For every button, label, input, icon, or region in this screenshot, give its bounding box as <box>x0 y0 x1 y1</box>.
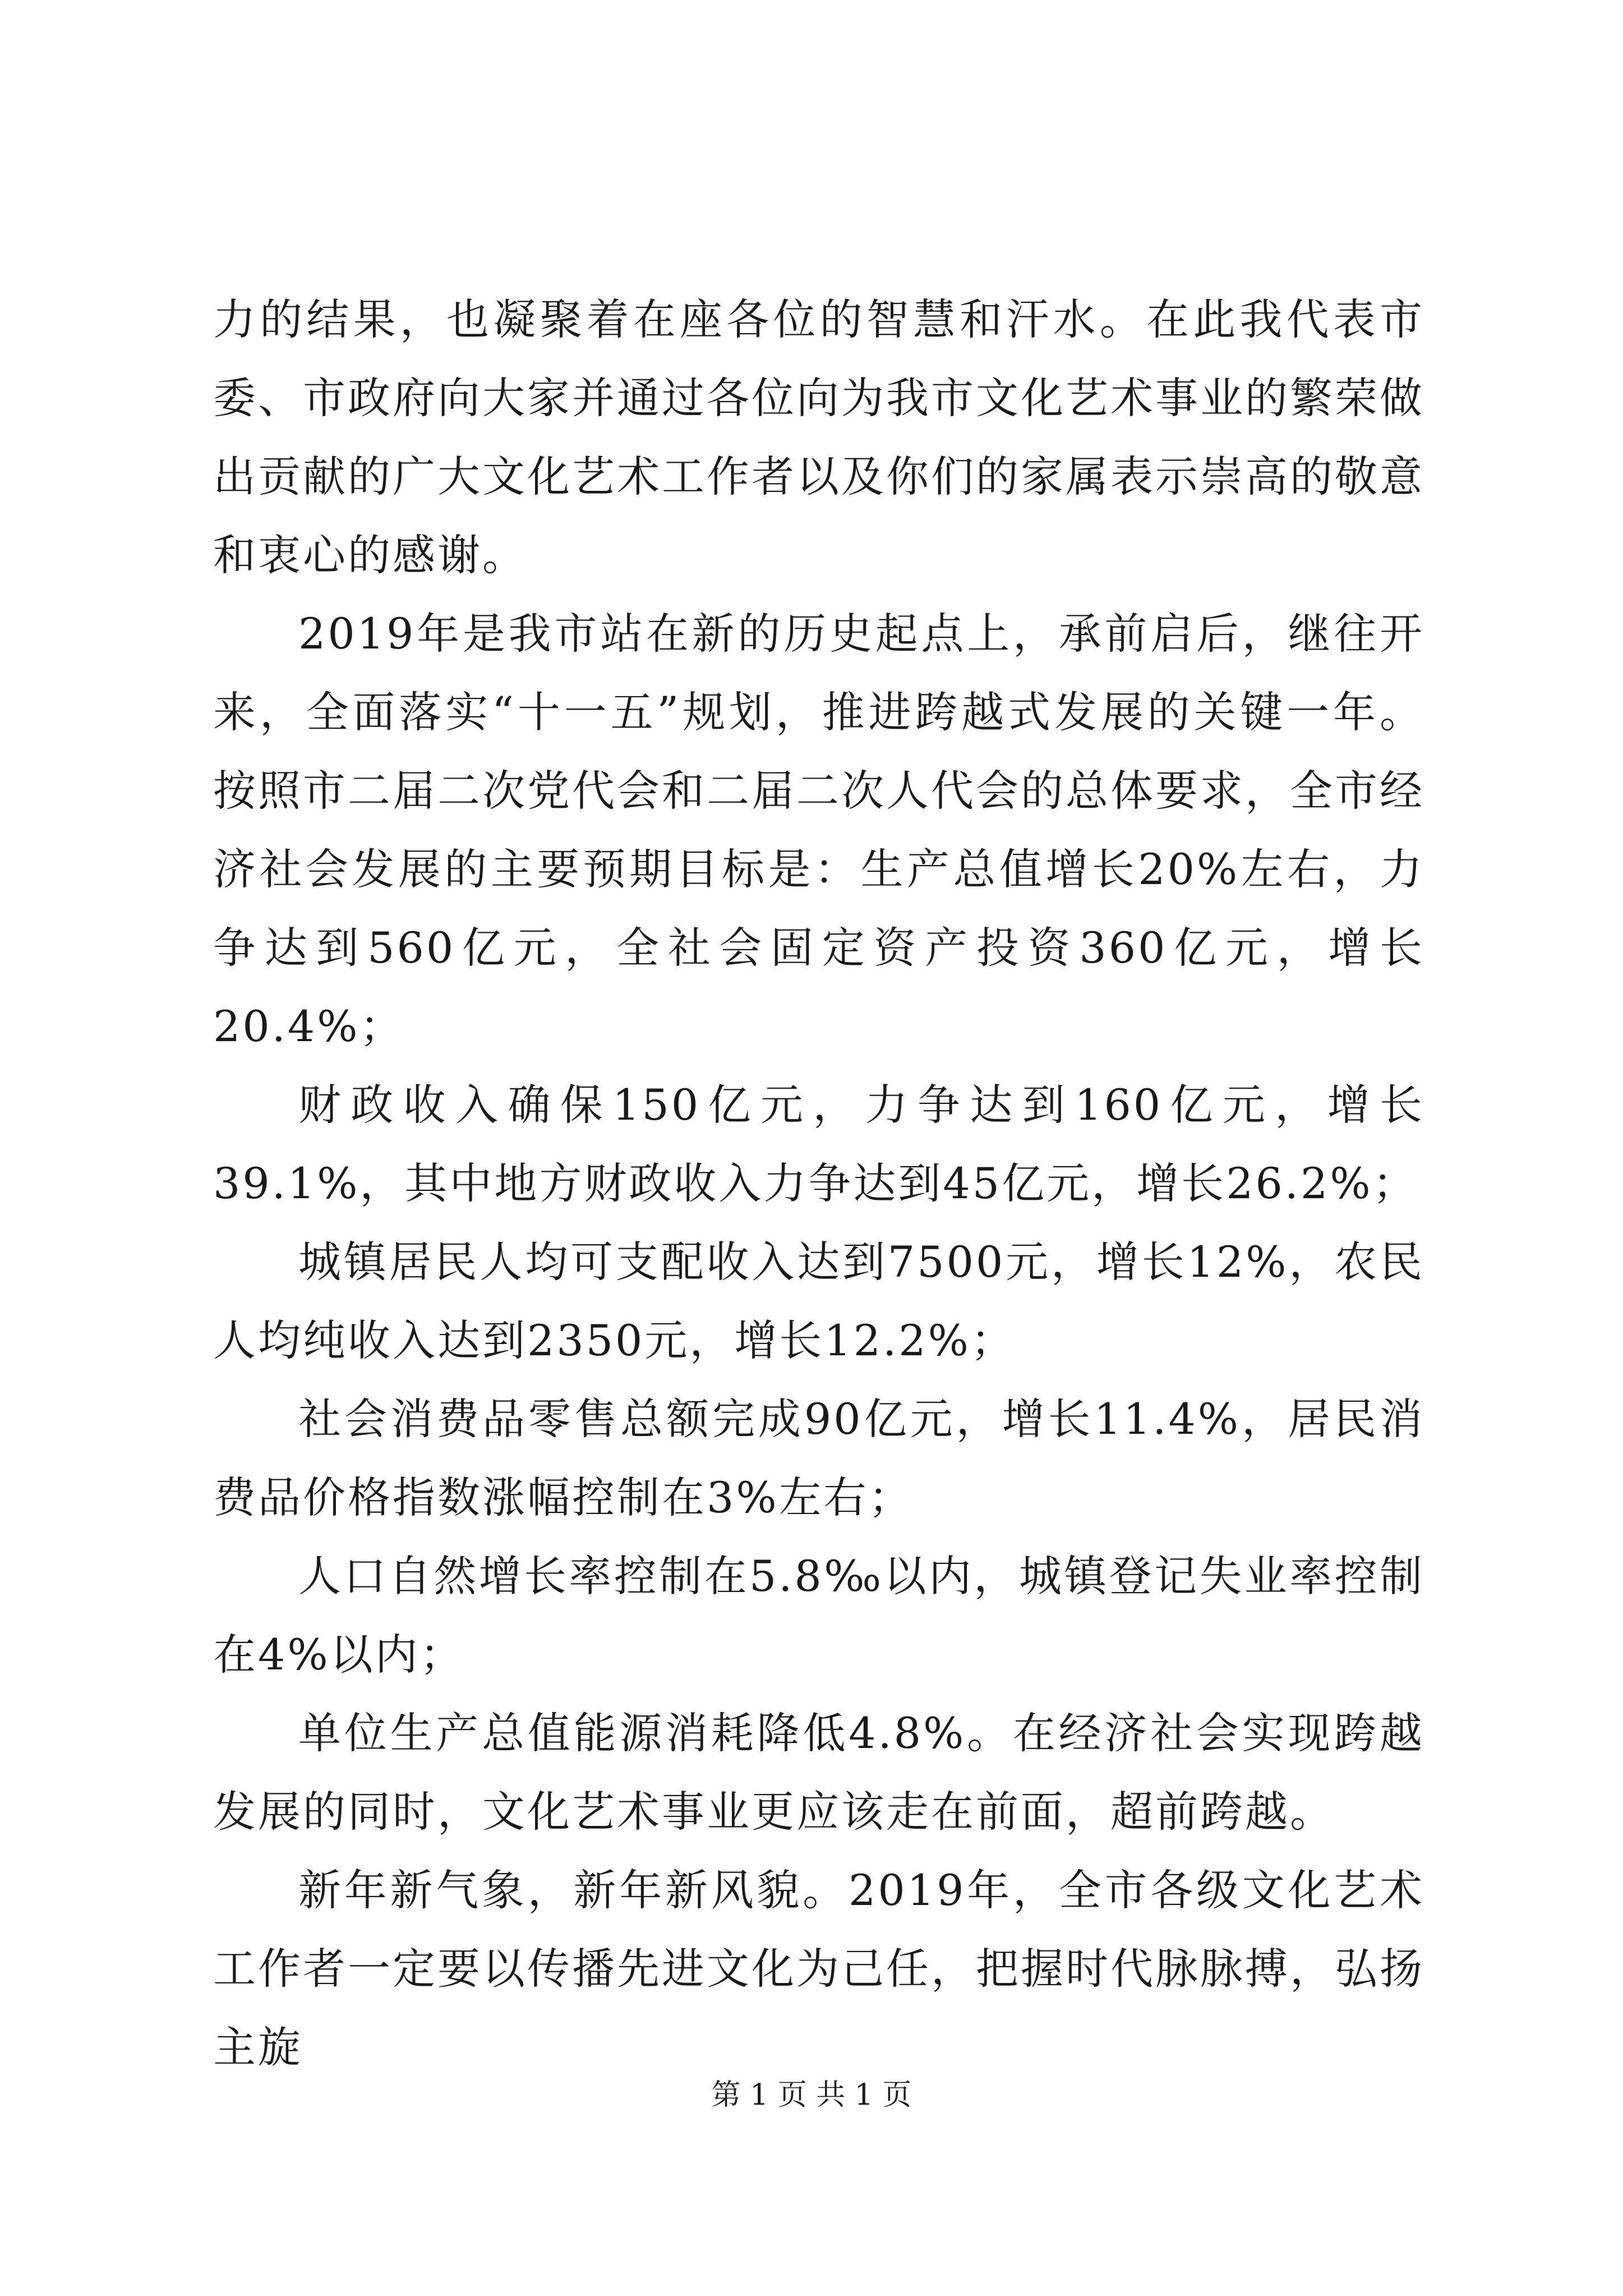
document-body <box>213 280 1424 2087</box>
paragraph-fiscal-revenue: 财政收入确保150亿元，力争达到160亿元，增长39.1%，其中地方财政收入力争达到45亿元，增长26.2%； <box>213 1080 1424 1208</box>
paragraph-income: 城镇居民人均可支配收入达到7500元，增长12%，农民人均纯收入达到2350元，增长12.2%； <box>213 1237 1424 1365</box>
page-footer: 第 1 页 共 1 页 <box>711 2078 912 2112</box>
paragraph-new-year: 新年新气象，新年新风貌。2019年，全市各级文化艺术工作者一定要以传播先进文化为己任，把握时代脉脉搏，弘扬主旋 <box>213 1865 1424 2072</box>
paragraph-population: 人口自然增长率控制在5.8‰以内，城镇登记失业率控制在4%以内； <box>213 1551 1424 1680</box>
paragraph-consumption: 社会消费品零售总额完成90亿元，增长11.4%，居民消费品价格指数涨幅控制在3%左右； <box>213 1394 1424 1522</box>
paragraph-2019-goals: 2019年是我市站在新的历史起点上，承前启后，继往开来，全面落实“十一五”规划，推进跨越式发展的关键一年。按照市二届二次党代会和二届二次人代会的总体要求，全市经济社会发展的主要预期目标是：生产总值增长20%左右，力争达到560亿元，全社会固定资产投资360亿元，增长20.4%； <box>213 609 1424 1051</box>
paragraph-continued: 力的结果，也凝聚着在座各位的智慧和汗水。在此我代表市委、市政府向大家并通过各位向为我市文化艺术事业的繁荣做出贡献的广大文化艺术工作者以及你们的家属表示崇高的敬意和衷心的感谢。 <box>213 295 1424 580</box>
paragraph-energy: 单位生产总值能源消耗降低4.8%。在经济社会实现跨越发展的同时，文化艺术事业更应该走在前面，超前跨越。 <box>213 1708 1424 1837</box>
